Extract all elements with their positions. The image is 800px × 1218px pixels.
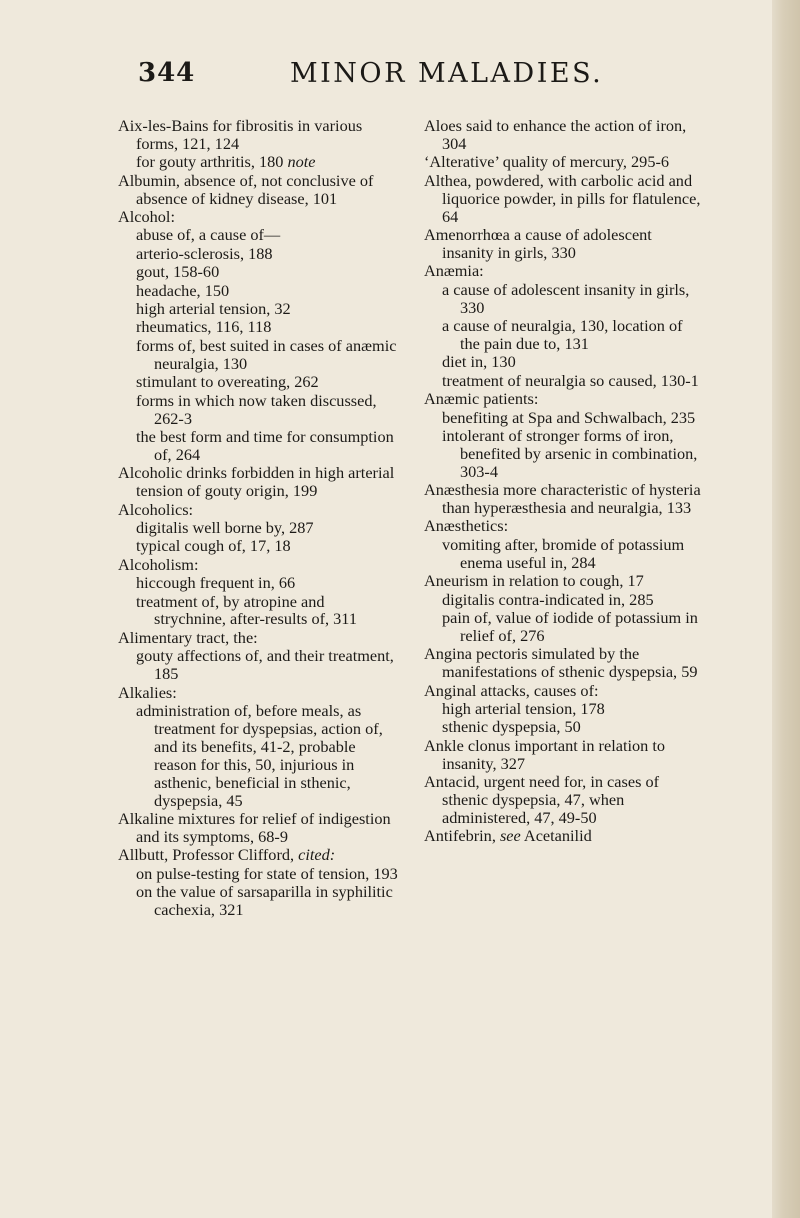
index-entry xyxy=(424,390,704,408)
index-entry xyxy=(424,682,704,700)
index-subentry xyxy=(424,591,704,609)
index-subentry xyxy=(118,392,398,428)
index-entry xyxy=(118,846,398,864)
index-subentry xyxy=(424,427,704,481)
index-entry xyxy=(424,645,704,681)
entry-text: gouty affections of, and their treatment, 185 xyxy=(136,646,394,684)
entry-text: abuse of, a cause of— xyxy=(136,225,281,245)
entry-text: hiccough frequent in, 66 xyxy=(136,573,296,593)
entry-text: Antacid, urgent need for, in cases of sthenic dyspepsia, 47, when administered, 47, 49-50 xyxy=(424,772,660,827)
entry-text: high arterial tension, 178 xyxy=(442,699,605,718)
index-entry xyxy=(424,172,704,226)
entry-text: administration of, before meals, as treatment for dyspepsias, action of, and its benefits, 41-2, probable reason for this, 50, injurious in asthenic, beneficial in sthenic, dyspepsia, 45 xyxy=(136,701,383,810)
index-entry xyxy=(118,501,398,519)
index-entry xyxy=(424,517,704,535)
index-subentry xyxy=(118,245,398,263)
entry-text: Alcoholism: xyxy=(118,554,199,574)
page-edge-shadow xyxy=(772,0,800,1218)
entry-text: benefiting at Spa and Schwalbach, 235 xyxy=(442,407,696,427)
entry-text: on the value of sarsaparilla in syphilitic cachexia, 321 xyxy=(136,882,393,919)
index-subentry xyxy=(424,281,704,317)
entry-text: high arterial tension, 32 xyxy=(136,299,291,319)
index-subentry xyxy=(118,282,398,300)
entry-text: arterio-sclerosis, 188 xyxy=(136,243,273,263)
entry-text: Antifebrin, xyxy=(424,826,500,846)
entry-italic: cited: xyxy=(298,845,336,865)
entry-italic: note xyxy=(287,152,316,172)
index-subentry xyxy=(118,226,398,244)
index-subentry xyxy=(424,718,704,736)
index-entry xyxy=(424,773,704,827)
entry-text: Aloes said to enhance the action of iron, 304 xyxy=(424,116,687,153)
entry-text: on pulse-testing for state of tension, 193 xyxy=(136,863,398,883)
index-subentry xyxy=(118,702,398,809)
index-subentry xyxy=(424,609,704,645)
entry-text: Allbutt, Professor Clifford, xyxy=(118,845,299,865)
entry-text: pain of, value of iodide of potassium in relief of, 276 xyxy=(442,607,698,645)
entry-text: Angina pectoris simulated by the manifestations of sthenic dyspepsia, 59 xyxy=(424,644,698,682)
index-subentry xyxy=(424,700,704,718)
index-subentry xyxy=(424,372,704,390)
index-entry xyxy=(118,117,398,153)
index-subentry xyxy=(118,593,398,629)
index-entry xyxy=(424,481,704,517)
index-subentry xyxy=(118,373,398,391)
entry-text: Ankle clonus important in relation to insanity, 327 xyxy=(424,735,666,773)
entry-text: the best form and time for consumption of, 264 xyxy=(136,426,394,464)
entry-text: Althea, powdered, with carbolic acid and liquorice powder, in pills for flatulence, 64 xyxy=(424,170,701,226)
index-entry xyxy=(424,737,704,773)
index-subentry xyxy=(424,536,704,572)
index-subentry xyxy=(118,300,398,318)
entry-text: Amenorrhœa a cause of adolescent insanity in girls, 330 xyxy=(424,224,652,262)
entry-text: headache, 150 xyxy=(136,280,230,300)
index-column-left xyxy=(118,117,398,919)
entry-text: for gouty arthritis, 180 xyxy=(136,152,288,172)
entry-text: Alcoholics: xyxy=(118,499,194,519)
index-subentry xyxy=(118,574,398,592)
index-entry xyxy=(118,684,398,702)
entry-text: treatment of neuralgia so caused, 130-1 xyxy=(442,370,699,390)
entry-text: Anæmia: xyxy=(424,261,484,281)
entry-text: digitalis well borne by, 287 xyxy=(136,517,314,537)
entry-text: Anæmic patients: xyxy=(424,389,539,409)
index-entry xyxy=(118,629,398,647)
entry-text: Alkalies: xyxy=(118,682,177,702)
entry-text: intolerant of stronger forms of iron, benefited by arsenic in combination, 303-4 xyxy=(442,425,698,481)
index-entry xyxy=(118,172,398,208)
entry-text: Alcoholic drinks forbidden in high arterial tension of gouty origin, 199 xyxy=(118,463,395,501)
index-subentry xyxy=(118,153,398,171)
index-entry xyxy=(424,827,704,845)
index-entry xyxy=(424,226,704,262)
index-subentry xyxy=(118,537,398,555)
entry-text: Alimentary tract, the: xyxy=(118,627,258,647)
index-entry xyxy=(118,464,398,500)
page-header xyxy=(0,58,760,98)
entry-text: Anæsthetics: xyxy=(424,516,509,536)
entry-text: forms of, best suited in cases of anæmic neuralgia, 130 xyxy=(136,335,397,373)
index-subentry xyxy=(424,353,704,371)
entry-text: forms in which now taken discussed, 262-3 xyxy=(136,390,377,428)
entry-italic: see xyxy=(499,826,521,846)
index-entry xyxy=(424,262,704,280)
index-subentry xyxy=(424,317,704,353)
entry-tail: Acetanilid xyxy=(520,826,592,846)
index-column-right xyxy=(424,117,704,846)
index-entry xyxy=(424,572,704,590)
index-subentry xyxy=(118,883,398,919)
index-entry xyxy=(118,556,398,574)
entry-text: Anginal attacks, causes of: xyxy=(424,680,599,700)
index-entry xyxy=(424,153,704,171)
entry-text: diet in, 130 xyxy=(442,352,516,372)
entry-text: Anæsthesia more characteristic of hysteria than hyperæsthesia and neuralgia, 133 xyxy=(424,480,701,518)
page-number: 344 xyxy=(138,58,196,88)
entry-text: ‘Alterative’ quality of mercury, 295-6 xyxy=(424,152,670,172)
index-subentry xyxy=(118,337,398,373)
entry-text: Aix-les-Bains for fibrositis in various forms, 121, 124 xyxy=(118,116,363,153)
index-subentry xyxy=(118,263,398,281)
entry-text: a cause of adolescent insanity in girls, 330 xyxy=(442,279,690,317)
entry-text: Alcohol: xyxy=(118,207,175,227)
index-subentry xyxy=(424,409,704,427)
entry-text: rheumatics, 116, 118 xyxy=(136,317,272,337)
index-entry xyxy=(118,810,398,846)
entry-text: Aneurism in relation to cough, 17 xyxy=(424,571,644,591)
entry-text: vomiting after, bromide of potassium enema useful in, 284 xyxy=(442,534,685,572)
index-subentry xyxy=(118,647,398,683)
entry-text: treatment of, by atropine and strychnine, after-results of, 311 xyxy=(136,591,357,629)
entry-text: Alkaline mixtures for relief of indigestion and its symptoms, 68-9 xyxy=(118,808,391,846)
index-entry xyxy=(118,208,398,226)
entry-text: digitalis contra-indicated in, 285 xyxy=(442,589,654,609)
running-head: MINOR MALADIES. xyxy=(290,58,604,89)
entry-text: Albumin, absence of, not conclusive of absence of kidney disease, 101 xyxy=(118,170,374,208)
index-subentry xyxy=(118,428,398,464)
index-subentry xyxy=(118,865,398,883)
entry-text: typical cough of, 17, 18 xyxy=(136,536,291,556)
entry-text: gout, 158-60 xyxy=(136,262,220,282)
index-entry xyxy=(424,117,704,153)
entry-text: a cause of neuralgia, 130, location of the pain due to, 131 xyxy=(442,315,683,353)
index-subentry xyxy=(118,519,398,537)
entry-text: sthenic dyspepsia, 50 xyxy=(442,717,581,737)
entry-text: stimulant to overeating, 262 xyxy=(136,372,319,392)
index-subentry xyxy=(118,318,398,336)
